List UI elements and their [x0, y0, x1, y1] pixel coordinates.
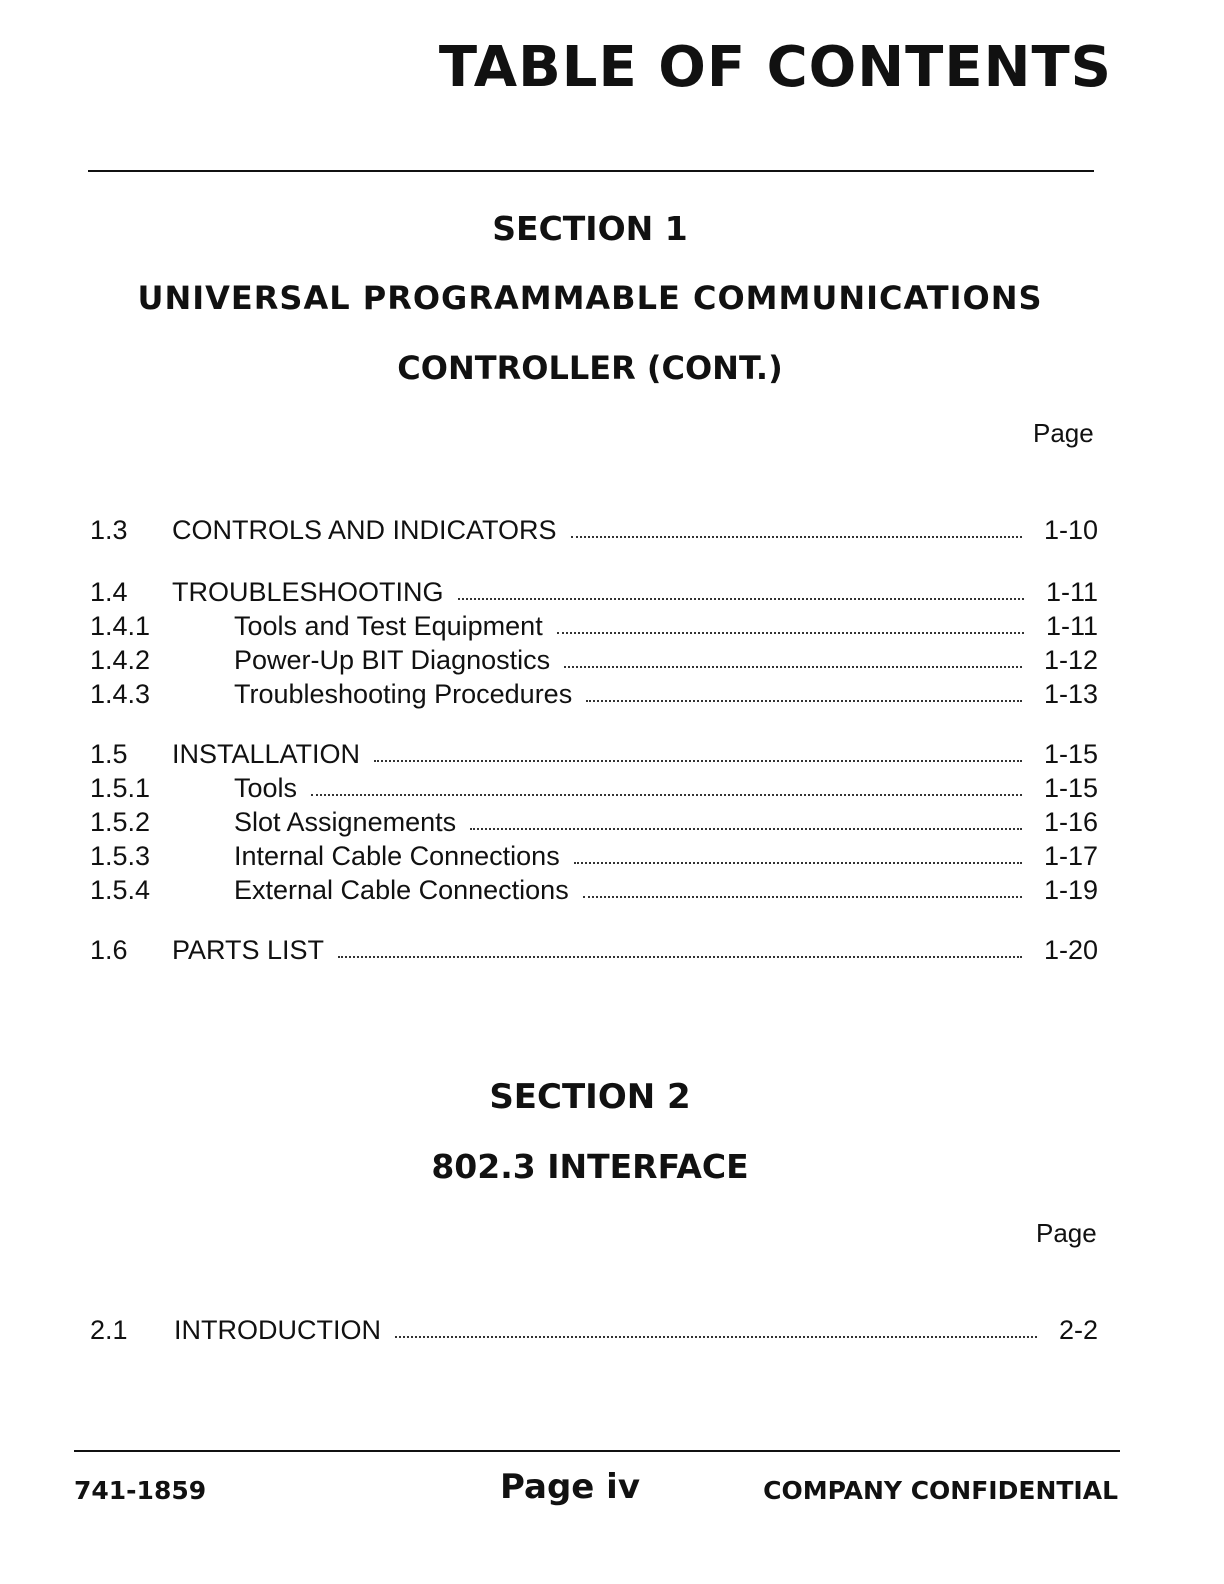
toc-entry[interactable] [90, 610, 1098, 642]
toc-entry-number: 1.5.1 [90, 773, 151, 803]
toc-entry-page: 1-12 [1043, 645, 1098, 675]
section-2-title: 802.3 INTERFACE [431, 1147, 749, 1186]
section-1-title-line2: CONTROLLER (CONT.) [397, 349, 783, 387]
toc-dot-leader [571, 536, 1022, 538]
toc-entry[interactable] [90, 738, 1098, 770]
toc-dot-leader [583, 896, 1022, 898]
toc-entry-title: Slot Assignements [234, 807, 457, 837]
footer-page-number: Page iv [500, 1467, 641, 1507]
toc-entry-title: Troubleshooting Procedures [234, 679, 573, 709]
footer-classification: COMPANY CONFIDENTIAL [763, 1476, 1118, 1505]
toc-entry-page: 1-15 [1043, 773, 1098, 803]
toc-entry-page: 1-16 [1043, 807, 1098, 837]
toc-entry-number: 1.4.3 [90, 679, 151, 709]
toc-entry-title: Tools and Test Equipment [234, 611, 543, 641]
toc-dot-leader [458, 598, 1024, 600]
toc-entry-number: 1.6 [90, 935, 128, 965]
toc-dot-leader [311, 794, 1022, 796]
toc-entry-title: Internal Cable Connections [234, 841, 560, 871]
toc-entry-number: 1.4.1 [90, 611, 151, 641]
toc-entry-page: 1-13 [1043, 679, 1098, 709]
toc-entry-title: INTRODUCTION [174, 1315, 381, 1345]
toc-dot-leader [564, 666, 1022, 668]
section-1-label: SECTION 1 [492, 209, 688, 248]
toc-entry[interactable] [90, 678, 1098, 710]
toc-entry-page: 1-11 [1045, 611, 1098, 641]
toc-entry[interactable] [90, 934, 1098, 966]
toc-entry-number: 1.3 [90, 515, 128, 545]
section-2-page-column-label: Page [1036, 1218, 1097, 1248]
toc-entry-title: TROUBLESHOOTING [172, 577, 444, 607]
toc-entry-page: 1-10 [1043, 515, 1098, 545]
toc-dot-leader [586, 700, 1022, 702]
section-1-title-line1: UNIVERSAL PROGRAMMABLE COMMUNICATIONS [137, 279, 1043, 317]
toc-dot-leader [574, 862, 1022, 864]
toc-dot-leader [557, 632, 1024, 634]
toc-entry-page: 1-15 [1043, 739, 1098, 769]
toc-dot-leader [338, 956, 1022, 958]
toc-entry-title: Tools [234, 773, 298, 803]
toc-entry-title: Power-Up BIT Diagnostics [234, 645, 551, 675]
toc-entry-title: PARTS LIST [172, 935, 325, 965]
toc-dot-leader [470, 828, 1022, 830]
toc-dot-leader [395, 1336, 1037, 1338]
toc-entry-page: 1-20 [1043, 935, 1098, 965]
toc-entry-number: 1.4 [90, 577, 128, 607]
toc-entry-number: 1.5 [90, 739, 128, 769]
toc-entry-number: 2.1 [90, 1315, 128, 1345]
toc-entry-page: 1-19 [1043, 875, 1098, 905]
toc-entry-title: CONTROLS AND INDICATORS [172, 515, 557, 545]
toc-entry[interactable] [90, 576, 1098, 608]
toc-entry[interactable] [90, 644, 1098, 676]
toc-entry-number: 1.4.2 [90, 645, 151, 675]
section-1-page-column-label: Page [1033, 418, 1094, 448]
header-divider [88, 170, 1094, 172]
section-2-label: SECTION 2 [489, 1077, 691, 1117]
toc-entry-number: 1.5.2 [90, 807, 151, 837]
toc-entry-page: 2-2 [1058, 1315, 1098, 1345]
toc-entry[interactable] [90, 514, 1098, 546]
toc-entry-page: 1-17 [1043, 841, 1098, 871]
toc-entry-number: 1.5.3 [90, 841, 151, 871]
footer-doc-number: 741-1859 [74, 1476, 207, 1505]
toc-entry-title: INSTALLATION [172, 739, 361, 769]
toc-entry[interactable] [90, 874, 1098, 906]
toc-entry[interactable] [90, 1314, 1098, 1346]
toc-entry-number: 1.5.4 [90, 875, 151, 905]
footer-divider [74, 1450, 1120, 1452]
toc-entry-title: External Cable Connections [234, 875, 569, 905]
toc-entry[interactable] [90, 806, 1098, 838]
page-title: TABLE OF CONTENTS [438, 35, 1112, 100]
toc-dot-leader [374, 760, 1022, 762]
toc-entry[interactable] [90, 840, 1098, 872]
toc-entry[interactable] [90, 772, 1098, 804]
toc-entry-page: 1-11 [1045, 577, 1098, 607]
